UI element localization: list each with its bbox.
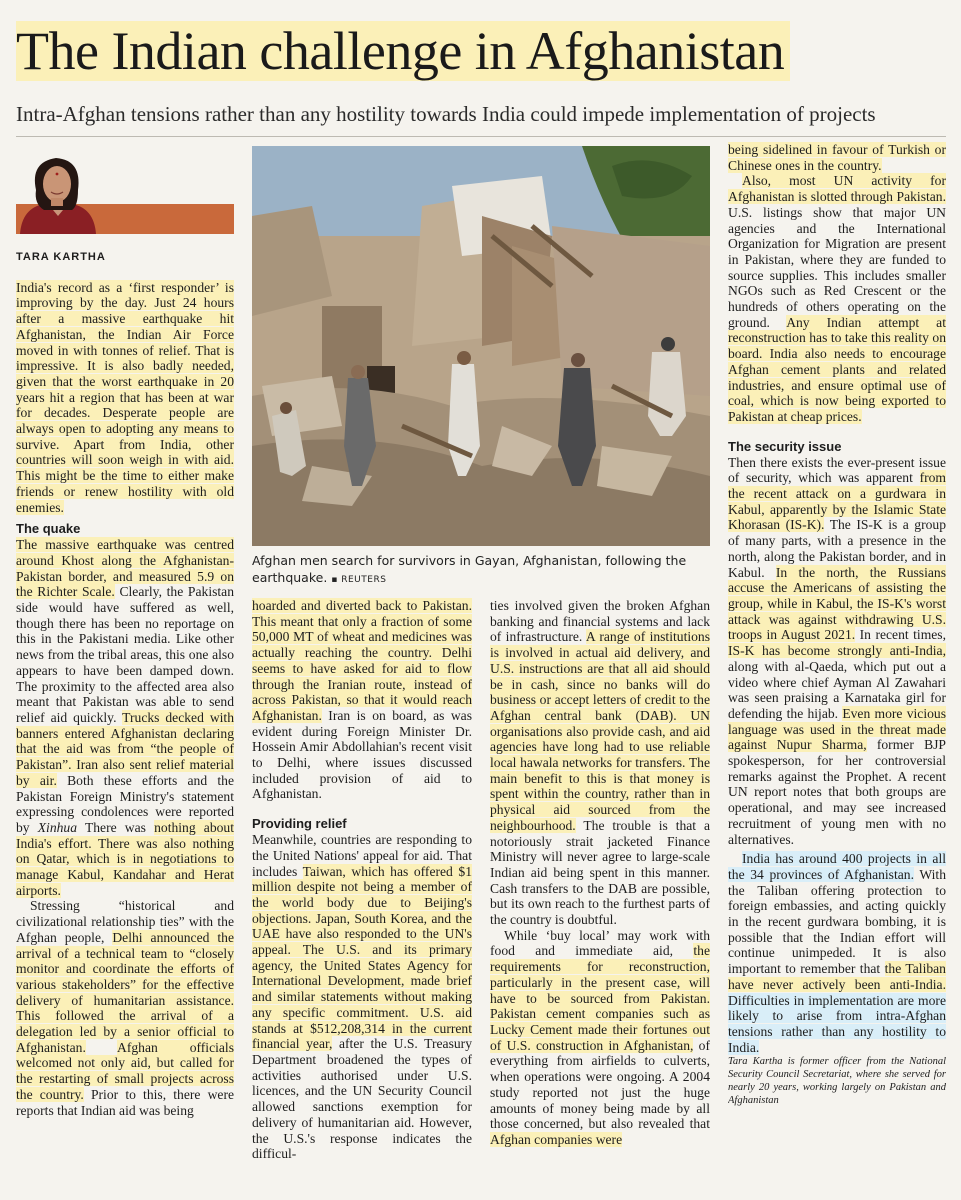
- highlight-blue: India has around 400 projects in all the 34 provinces of Afghanistan.: [728, 851, 946, 882]
- earthquake-photo: [252, 146, 710, 546]
- highlight: India's record as a ‘first responder’ is improving by the day. Just 24 hours after a massive earthquake hit Afghanistan, the Indian Air Force moved in with tonnes of relief. That is impressive. It is also badly needed, given that the worst earthquake in 20 years hit a region that has been at war for decades. Desperate people are always open to adopting any means to survive. Apart from India, other countries will soon weigh in with aid. This might be the time to either make friends or renew hostility with old enemies.: [16, 279, 234, 515]
- paragraph: [728, 851, 946, 1055]
- paragraph: [252, 598, 472, 802]
- text-italic: Xinhua: [37, 819, 78, 835]
- highlight: The massive earthquake was centred around Khost along the Afghanistan-Pakistan border, and measured 5.9 on the Richter Scale.: [16, 537, 234, 600]
- author-name: TARA KARTHA: [16, 251, 106, 263]
- text: With the Taliban offering protection to foreign embassies, and acting quickly in the recent gurdwara bombing, it is possible that the Indian effort will continue unimpeded. It is also important to remember that: [728, 866, 946, 977]
- text: after the U.S. Treasury Department broadened the types of activities authorised under U.S. licences, and the UN Security Council allowed sanctions exemption for delivery of humanitarian aid. However, the U.S.'s response indicates the difficul-: [252, 1036, 472, 1162]
- highlight: hoarded and diverted back to Pakistan. This meant that only a fraction of some 50,000 MT of wheat and medicines was actually reaching the country. Delhi seems to have asked for aid to flow through the Iranian route, instead of across Pakistan, so that it would reach Afghanistan.: [252, 598, 472, 723]
- paragraph: [16, 280, 234, 516]
- highlight: IS-K has become strongly anti-India,: [728, 643, 946, 659]
- highlight: Also, most UN activity for Afghanistan is slotted through Pakistan.: [728, 173, 946, 205]
- section-heading-relief: Providing relief: [252, 816, 347, 832]
- highlight: from the recent attack on a gurdwara in Kabul, apparently by the Islamic State Khorasan (IS-K).: [728, 470, 946, 533]
- highlight: Taiwan, which has offered $1 million despite not being a member of the world body due to Beijing's objections. Japan, South Korea, and the UAE have also responded to the UN's appeal. The U.S. and its primary agency, the United States Agency for International Development, made brief and similar statements without making any specific commitment. U.S. aid stands at $512,208,314 in the current financial year,: [252, 863, 472, 1052]
- highlight: In the north, the Russians accuse the Americans of assisting the group, while in Kabul, the IS-K's worst attack was against withdrawing U.S. troops in August 2021.: [728, 564, 946, 643]
- column-2: [252, 598, 472, 1188]
- text: In recent times,: [855, 627, 946, 643]
- highlight: Afghan officials welcomed not only aid, but called for the restarting of small projects across the country.: [16, 1039, 234, 1102]
- section-heading-quake: The quake: [16, 521, 81, 537]
- text: While ‘buy local’ may work with food and immediate aid,: [490, 927, 710, 959]
- caption-text: Afghan men search for survivors in Gayan, Afghanistan, following the earthquake.: [252, 553, 687, 585]
- text: [86, 1040, 117, 1055]
- highlight: Delhi announced the arrival of a technical team to “closely monitor and coordinate the efforts of various stakeholders” for the effective delivery of humanitarian assistance. This followed the arrival of a delegation led by a senior official to Afghanistan.: [16, 929, 234, 1055]
- paragraph: [490, 598, 710, 928]
- text: There was: [77, 819, 155, 835]
- text: The trouble is that a notoriously strait jacketed Finance Ministry will never agree to large-scale Indian aid being spent in this manner. Cash transfers to the DAB are possible, but its own reach to the furthest parts of the country is doubtful.: [490, 817, 710, 928]
- photo-caption: [252, 552, 710, 589]
- headline: [16, 20, 946, 82]
- highlight: A range of institutions is involved in actual aid delivery, and U.S. instructions are that all aid should be in cash, since no banks will do business or accept letters of credit to the Afghan central bank (DAB). UN organisations also provide cash, and aid agencies have long had to use reliable local hawala networks for transfers. The main benefit to this is that money is spent within the country, rather than in physical aid sourced from the neighbourhood.: [490, 629, 710, 833]
- deck: Intra-Afghan tensions rather than any hostility towards India could impede implementation of projects: [16, 102, 876, 126]
- highlight: nothing about India's effort. There was also nothing on Qatar, which is in negotiations to manage Kabul, Kandahar and Herat airports.: [16, 819, 234, 898]
- author-footnote: Tara Kartha is former officer from the National Security Council Secretariat, where she served for nearly 20 years, working largely on Pakistan and Afghanistan: [728, 1056, 946, 1107]
- author-portrait: [16, 150, 100, 234]
- column-4: [728, 142, 946, 1192]
- divider: [16, 136, 946, 137]
- highlight: the requirements for reconstruction, particularly in the present case, will have to be sourced from Pakistan. Pakistan cement companies such as Lucky Cement made their fortunes out of U.S. construction in Afghanistan,: [490, 943, 710, 1053]
- headline-text: The Indian challenge in Afghanistan: [16, 21, 790, 81]
- highlight: Even more vicious language was used in the threat made against Nupur Sharma,: [728, 705, 946, 753]
- text: Prior to this, there were reports that Indian aid was being: [16, 1086, 234, 1118]
- text: Stressing “historical and civilizational relationship ties” with the Afghan people,: [16, 898, 234, 945]
- paragraph: [728, 455, 946, 848]
- highlight: Trucks decked with banners entered Afghanistan declaring that the aid was from “the people of Pakistan”. Iran also sent relief material by air.: [16, 709, 234, 788]
- paragraph: [490, 928, 710, 1148]
- text: Iran is on board, as was evident during Foreign Minister Dr. Hossein Amir Abdollahian's recent visit to Delhi, where issues discussed included provision of aid to Afghanistan.: [252, 707, 472, 802]
- highlight-blue: Difficulties in implementation are more likely to arise from intra-Afghan tensions rather than any hostility to India.: [728, 992, 946, 1055]
- text: Both these efforts and the Pakistan Foreign Ministry's statement expressing condolences were reported by: [16, 772, 234, 835]
- text: of everything from airfields to culverts, when operations were ongoing. A 2004 study reported not just the huge amounts of money being made by all those concerned, but also revealed that: [490, 1037, 710, 1132]
- text: former BJP spokesperson, for her controversial remarks against the Prophet. A recent UN report notes that both groups are operational, and may see increased recruitment of young men with no alternatives.: [728, 737, 946, 847]
- paragraph: [16, 898, 234, 1118]
- paragraph: [16, 537, 234, 898]
- highlight: Afghan companies were: [490, 1131, 623, 1147]
- text: The IS-K is a group of many parts, with a presence in the north, along the Pakistan border, and in Kabul.: [728, 517, 946, 580]
- section-heading-security: The security issue: [728, 438, 842, 454]
- text: Clearly, the Pakistan side would have suffered as well, though there has been no reportage on this in the Pakistani media. Like other news from the tribal areas, this one also appears to have been damped down. The proximity to the affected area also meant that Pakistan was able to send relief aid quickly.: [16, 584, 234, 725]
- text: Then there exists the ever-present issue of security, which was apparent: [728, 454, 946, 486]
- highlight: Any Indian attempt at reconstruction has to take this reality on board. India also needs to encourage Afghan cement plants and related industries, and ensure optimal use of coal, which is now being exported to Pakistan at cheap prices.: [728, 314, 946, 424]
- paragraph: [728, 142, 946, 173]
- column-3: [490, 598, 710, 1188]
- author-block: [16, 142, 234, 250]
- text: along with al-Qaeda, which put out a video where chief Ayman Al Zawahari was seen praising a Karnataka girl for defending the hijab.: [728, 658, 946, 721]
- paragraph: [728, 173, 946, 424]
- text: Meanwhile, countries are responding to the United Nations' appeal for aid. That includes: [252, 832, 472, 879]
- photo-credit: ▪ REUTERS: [331, 575, 387, 585]
- highlight: the Taliban have never actively been anti-India.: [728, 961, 946, 992]
- paragraph: [252, 832, 472, 1162]
- text: ties involved given the broken Afghan banking and financial systems and lack of infrastructure.: [490, 598, 710, 645]
- highlight: being sidelined in favour of Turkish or Chinese ones in the country.: [728, 142, 946, 173]
- column-1: [16, 142, 234, 1192]
- text: U.S. listings show that major UN agencies and the International Organization for Migration are present in Pakistan, where they are funded to source supplies. This includes smaller NGOs such as Red Crescent or the hundreds of others operating on the ground.: [728, 204, 946, 330]
